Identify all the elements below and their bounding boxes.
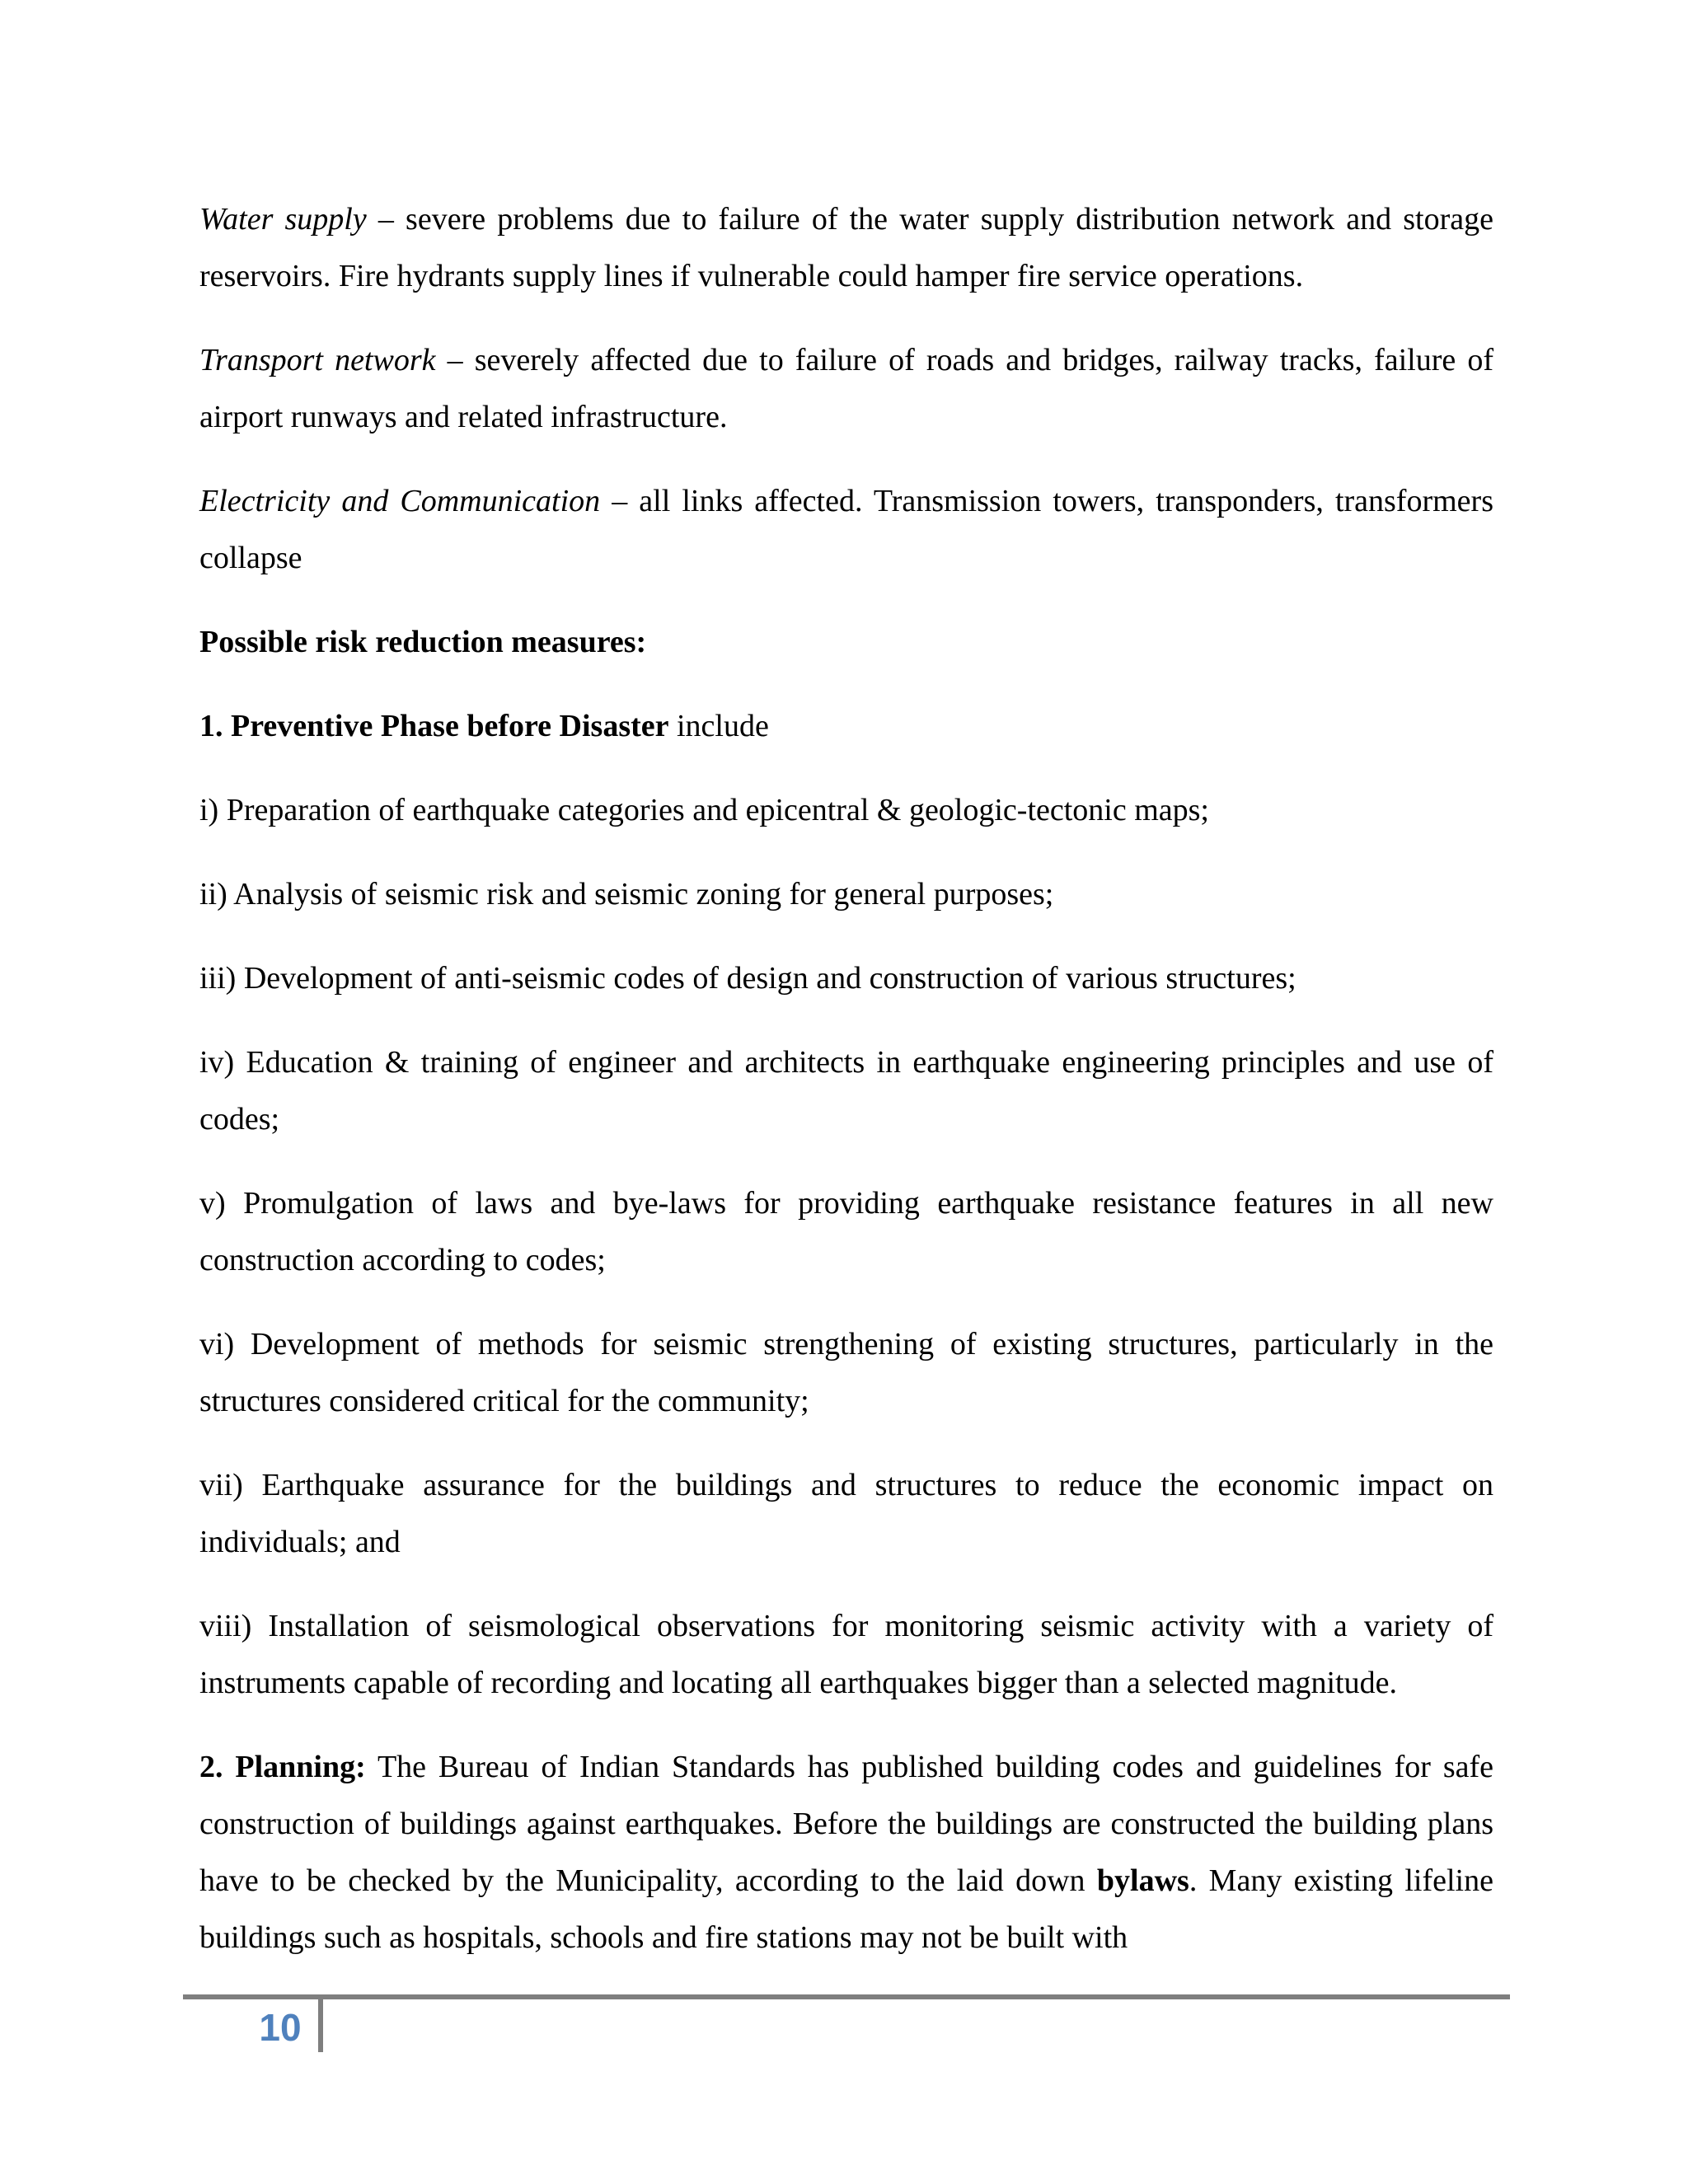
paragraph-water-supply (199, 191, 1493, 305)
list-item: iii) Development of anti-seismic codes of design and construction of various structures; (199, 961, 1296, 996)
term-electricity-communication: Electricity and Communication (199, 484, 601, 518)
list-item: i) Preparation of earthquake categories and epicentral & geologic-tectonic maps; (199, 793, 1209, 827)
text-water-supply: – severe problems due to failure of the water supply distribution network and storage reservoirs. Fire hydrants supply lines if vulnerable could hamper fire service operations. (199, 202, 1493, 293)
text-electricity-communication: – all links affected. Transmission towers, transponders, transformers collapse (199, 484, 1493, 575)
preventive-phase-label: 1. Preventive Phase before Disaster (199, 709, 669, 743)
page-number: 10 (259, 2006, 302, 2049)
list-item: ii) Analysis of seismic risk and seismic zoning for general purposes; (199, 877, 1054, 912)
list-item: viii) Installation of seismological observations for monitoring seismic activity with a variety of instruments capable of recording and locating all earthquakes bigger than a selected magnitude. (199, 1609, 1493, 1700)
list-item: iv) Education & training of engineer and architects in earthquake engineering principles and use of codes; (199, 1045, 1493, 1137)
list-item: vii) Earthquake assurance for the buildings and structures to reduce the economic impact on individuals; and (199, 1468, 1493, 1559)
page-body (199, 191, 1493, 1994)
preventive-phase-heading (199, 698, 1493, 755)
term-transport-network: Transport network (199, 343, 436, 377)
planning-text-after: . Many existing lifeline buildings such as hospitals, schools and fire stations may not be built with (199, 1863, 1493, 1955)
footer-divider (318, 1994, 323, 2052)
paragraph-planning (199, 1739, 1493, 1966)
paragraph-transport-network (199, 332, 1493, 446)
list-item: v) Promulgation of laws and bye-laws for providing earthquake resistance features in all new construction according to codes; (199, 1186, 1493, 1277)
footer-rule (183, 1994, 1510, 1999)
text-transport-network: – severely affected due to failure of roads and bridges, railway tracks, failure of airport runways and related infrastructure. (199, 343, 1493, 434)
list-item: vi) Development of methods for seismic strengthening of existing structures, particularly in the structures considered critical for the community; (199, 1327, 1493, 1418)
term-water-supply: Water supply (199, 202, 367, 237)
section-heading: Possible risk reduction measures: (199, 625, 647, 659)
paragraph-electricity-communication (199, 473, 1493, 587)
planning-bold-word: bylaws (1096, 1863, 1189, 1898)
preventive-phase-suffix: include (668, 709, 769, 743)
planning-text-before: The Bureau of Indian Standards has published building codes and guidelines for safe construction of buildings against earthquakes. Before the buildings are constructed the building plans have to be checked by the Municipality, according to the laid down (199, 1750, 1493, 1898)
planning-label: 2. Planning: (199, 1750, 366, 1784)
